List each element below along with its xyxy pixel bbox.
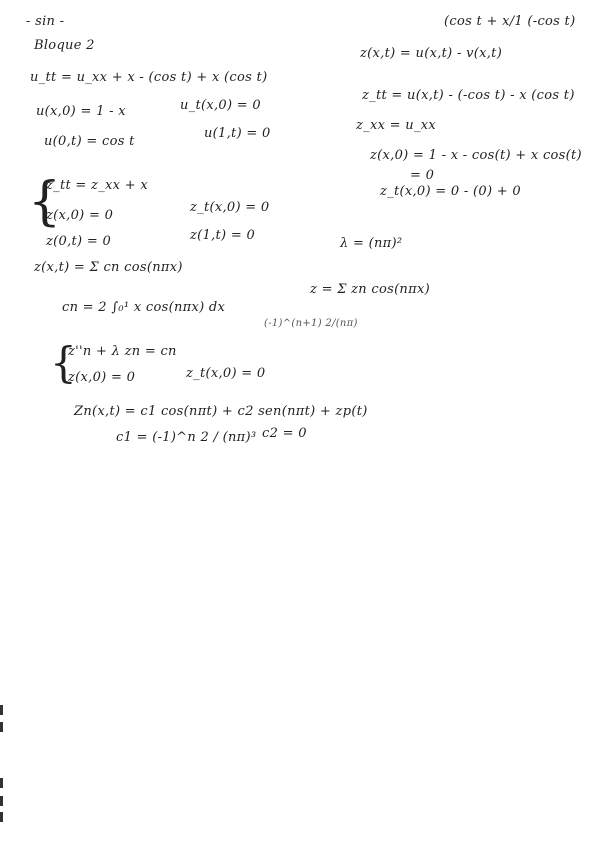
initial-condition-ut: u_t(x,0) = 0	[180, 98, 262, 113]
z-xx-derivative: z_xx = u_xx	[356, 118, 437, 133]
system-boundary-left: z(0,t) = 0	[46, 234, 112, 249]
substitution-z: z(x,t) = u(x,t) - v(x,t)	[360, 46, 503, 61]
header-right: (cos t + x/1 (-cos t)	[444, 14, 576, 29]
scan-edge-mark	[0, 722, 3, 732]
ode-equation: z''n + λ zn = cn	[68, 344, 177, 359]
initial-condition-u: u(x,0) = 1 - x	[36, 104, 126, 119]
z-initial-value-zero: = 0	[410, 168, 435, 183]
z-initial-value: z(x,0) = 1 - x - cos(t) + x cos(t)	[370, 148, 582, 163]
series-expansion-z: z = Σ zn cos(nπx)	[310, 282, 430, 297]
boundary-condition-right: u(1,t) = 0	[204, 126, 271, 141]
scan-edge-mark	[0, 812, 3, 822]
ode-initial-zt: z_t(x,0) = 0	[186, 366, 266, 381]
constant-c2: c2 = 0	[262, 426, 307, 441]
scan-edge-mark	[0, 778, 3, 788]
eigenvalue: λ = (nπ)²	[340, 236, 403, 251]
general-solution: Zn(x,t) = c1 cos(nπt) + c2 sen(nπt) + zp(t)	[74, 404, 368, 419]
fourier-coefficient: cn = 2 ∫₀¹ x cos(nπx) dx	[62, 300, 226, 315]
constant-c1: c1 = (-1)^n 2 / (nπ)³	[116, 430, 257, 445]
system-pde: z_tt = z_xx + x	[46, 178, 148, 193]
system-brace: {	[28, 172, 62, 232]
z-t-initial-value: z_t(x,0) = 0 - (0) + 0	[380, 184, 521, 199]
system-boundary-right: z(1,t) = 0	[190, 228, 256, 243]
ode-system-brace: {	[50, 338, 77, 387]
ode-initial-z: z(x,0) = 0	[68, 370, 136, 385]
header-label: Bloque 2	[34, 38, 95, 53]
scan-edge-mark	[0, 705, 3, 715]
coefficient-result: (-1)^(n+1) 2/(nπ)	[264, 318, 358, 329]
pde-equation: u_tt = u_xx + x - (cos t) + x (cos t)	[30, 70, 268, 85]
series-expansion: z(x,t) = Σ cn cos(nπx)	[34, 260, 183, 275]
header-left: - sin -	[26, 14, 65, 29]
scan-edge-mark	[0, 796, 3, 806]
z-tt-derivative: z_tt = u(x,t) - (-cos t) - x (cos t)	[362, 88, 575, 103]
boundary-condition-left: u(0,t) = cos t	[44, 134, 135, 149]
system-initial-zt: z_t(x,0) = 0	[190, 200, 270, 215]
system-initial-z: z(x,0) = 0	[46, 208, 114, 223]
